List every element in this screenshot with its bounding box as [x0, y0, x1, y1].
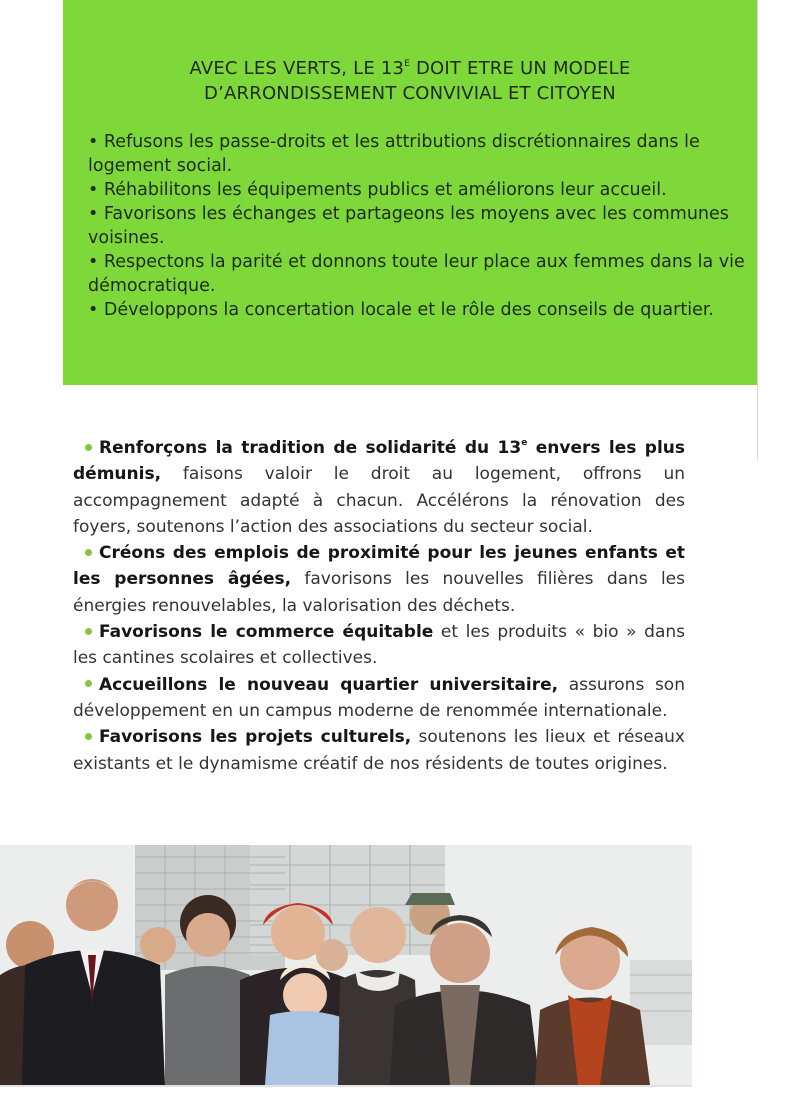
programme-item [73, 724, 685, 777]
programme-item-lead: Accueillons le nouveau quartier universitaire, [99, 674, 559, 695]
bottom-divider [0, 1085, 692, 1087]
panel-bullet-item: • Respectons la parité et donnons toute leur place aux femmes dans la vie démocratique. [88, 252, 745, 296]
programme-item [73, 619, 685, 672]
programme-item-text: assurons son développement en un campus moderne de renommée internationale. [73, 674, 685, 721]
panel-bullet-item: • Réhabilitons les équipements publics et améliorons leur accueil. [88, 180, 667, 200]
programme-item-lead: Favorisons les projets culturels, [99, 727, 412, 748]
programme-item-lead: Créons des emplois de proximité pour les jeunes enfants et les personnes âgées, [73, 543, 685, 590]
programme-item-text: soutenons les lieux et réseaux existants et le dynamisme créatif de nos résidents de toutes origines. [73, 727, 685, 774]
green-bullet-icon [85, 680, 92, 687]
green-panel [63, 0, 757, 385]
green-bullet-icon [85, 628, 92, 635]
programme-item [73, 540, 685, 619]
programme-item-lead: Favorisons le commerce équitable [99, 622, 434, 643]
programme-item [73, 672, 685, 725]
panel-title-line-2: D’ARRONDISSEMENT CONVIVIAL ET CITOYEN [204, 83, 616, 104]
panel-title [63, 52, 757, 106]
panel-bullet-item: • Développons la concertation locale et le rôle des conseils de quartier. [88, 300, 714, 320]
group-photo [0, 845, 692, 1085]
page-edge-divider [757, 0, 758, 460]
panel-bullet-item: • Refusons les passe-droits et les attributions discrétionnaires dans le logement social. [88, 132, 700, 176]
programme-item [73, 430, 685, 540]
panel-bullet-list [88, 130, 748, 322]
programme-list [73, 430, 685, 777]
green-bullet-icon [85, 733, 92, 740]
programme-item-text: et les produits « bio » dans les cantines scolaires et collectives. [73, 622, 685, 669]
panel-bullet-item: • Favorisons les échanges et partageons les moyens avec les communes voisines. [88, 204, 729, 248]
programme-item-text: favorisons les nouvelles filières dans les énergies renouvelables, la valorisation des déchets. [73, 569, 685, 616]
green-bullet-icon [85, 444, 92, 451]
green-bullet-icon [85, 549, 92, 556]
programme-item-lead: Renforçons la tradition de solidarité du 13e envers les plus démunis, [73, 438, 685, 485]
programme-item-text: faisons valoir le droit au logement, offrons un accompagnement adapté à chacun. Accélérons la rénovation des foyers, soutenons l’action des associations du secteur social. [73, 464, 685, 537]
group-photo-illustration [0, 845, 692, 1085]
panel-title-line-1: AVEC LES VERTS, LE $13^E$ DOIT ETRE UN MODELE [189, 58, 631, 79]
